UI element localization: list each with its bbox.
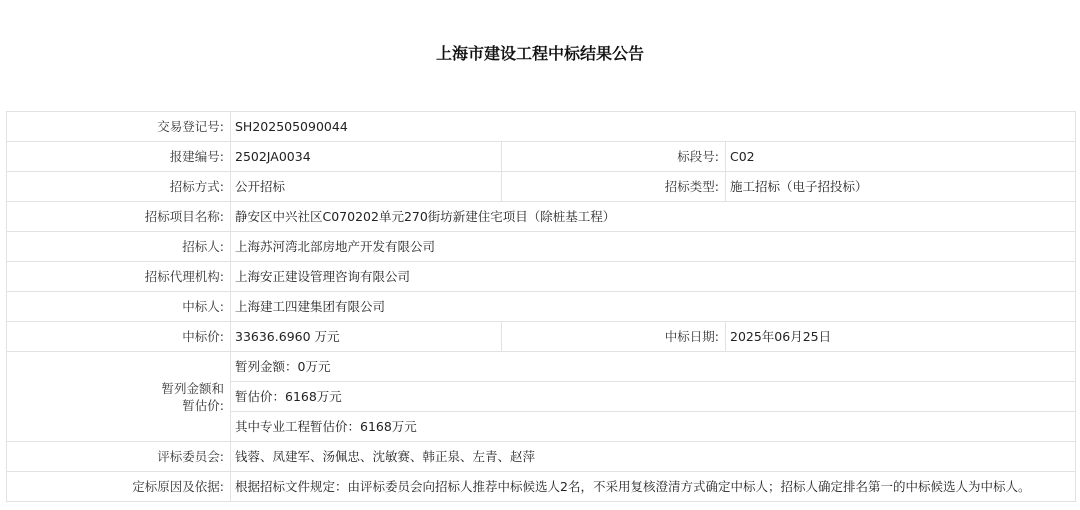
row-trade-reg bbox=[7, 112, 1076, 142]
project-name-value: 静安区中兴社区C070202单元270街坊新建住宅项目（除桩基工程） bbox=[231, 202, 1076, 232]
page-title: 上海市建设工程中标结果公告 bbox=[435, 44, 644, 63]
row-winning-price bbox=[7, 322, 1076, 352]
provisional-label-line1: 暂列金额和 bbox=[161, 380, 224, 396]
provisional-special-value: 其中专业工程暂估价：6168万元 bbox=[231, 412, 1076, 442]
row-tender-method bbox=[7, 172, 1076, 202]
winner-value: 上海建工四建集团有限公司 bbox=[231, 292, 1076, 322]
tender-method-value: 公开招标 bbox=[231, 172, 502, 202]
committee-label: 评标委员会: bbox=[7, 442, 231, 472]
basis-value: 根据招标文件规定：由评标委员会向招标人推荐中标候选人2名，不采用复核澄清方式确定中标人；招标人确定排名第一的中标候选人为中标人。 bbox=[231, 472, 1076, 502]
row-basis bbox=[7, 472, 1076, 502]
tender-type-label: 招标类型: bbox=[502, 172, 726, 202]
provisional-label bbox=[7, 352, 231, 442]
trade-reg-label: 交易登记号: bbox=[7, 112, 231, 142]
basis-label: 定标原因及依据: bbox=[7, 472, 231, 502]
section-no-label: 标段号: bbox=[502, 142, 726, 172]
tenderer-value: 上海苏河湾北部房地产开发有限公司 bbox=[231, 232, 1076, 262]
committee-value: 钱蓉、凤建军、汤佩忠、沈敏赛、韩正泉、左青、赵萍 bbox=[231, 442, 1076, 472]
winning-date-value: 2025年06月25日 bbox=[726, 322, 1076, 352]
row-provisional-1 bbox=[7, 352, 1076, 382]
provisional-estimate-value: 暂估价：6168万元 bbox=[231, 382, 1076, 412]
winner-label: 中标人: bbox=[7, 292, 231, 322]
provisional-label-line2: 暂估价: bbox=[182, 397, 224, 413]
winning-price-value: 33636.6960 万元 bbox=[231, 322, 502, 352]
agency-label: 招标代理机构: bbox=[7, 262, 231, 292]
report-no-value: 2502JA0034 bbox=[231, 142, 502, 172]
project-name-label: 招标项目名称: bbox=[7, 202, 231, 232]
row-project-name bbox=[7, 202, 1076, 232]
notice-table bbox=[6, 111, 1076, 502]
agency-value: 上海安正建设管理咨询有限公司 bbox=[231, 262, 1076, 292]
trade-reg-value: SH202505090044 bbox=[231, 112, 1076, 142]
provisional-sum-value: 暂列金额：0万元 bbox=[231, 352, 1076, 382]
section-no-value: C02 bbox=[726, 142, 1076, 172]
row-winner bbox=[7, 292, 1076, 322]
tender-method-label: 招标方式: bbox=[7, 172, 231, 202]
tender-type-value: 施工招标（电子招投标） bbox=[726, 172, 1076, 202]
report-no-label: 报建编号: bbox=[7, 142, 231, 172]
row-tenderer bbox=[7, 232, 1076, 262]
tenderer-label: 招标人: bbox=[7, 232, 231, 262]
row-committee bbox=[7, 442, 1076, 472]
row-report-no bbox=[7, 142, 1076, 172]
row-agency bbox=[7, 262, 1076, 292]
winning-date-label: 中标日期: bbox=[502, 322, 726, 352]
winning-price-label: 中标价: bbox=[7, 322, 231, 352]
